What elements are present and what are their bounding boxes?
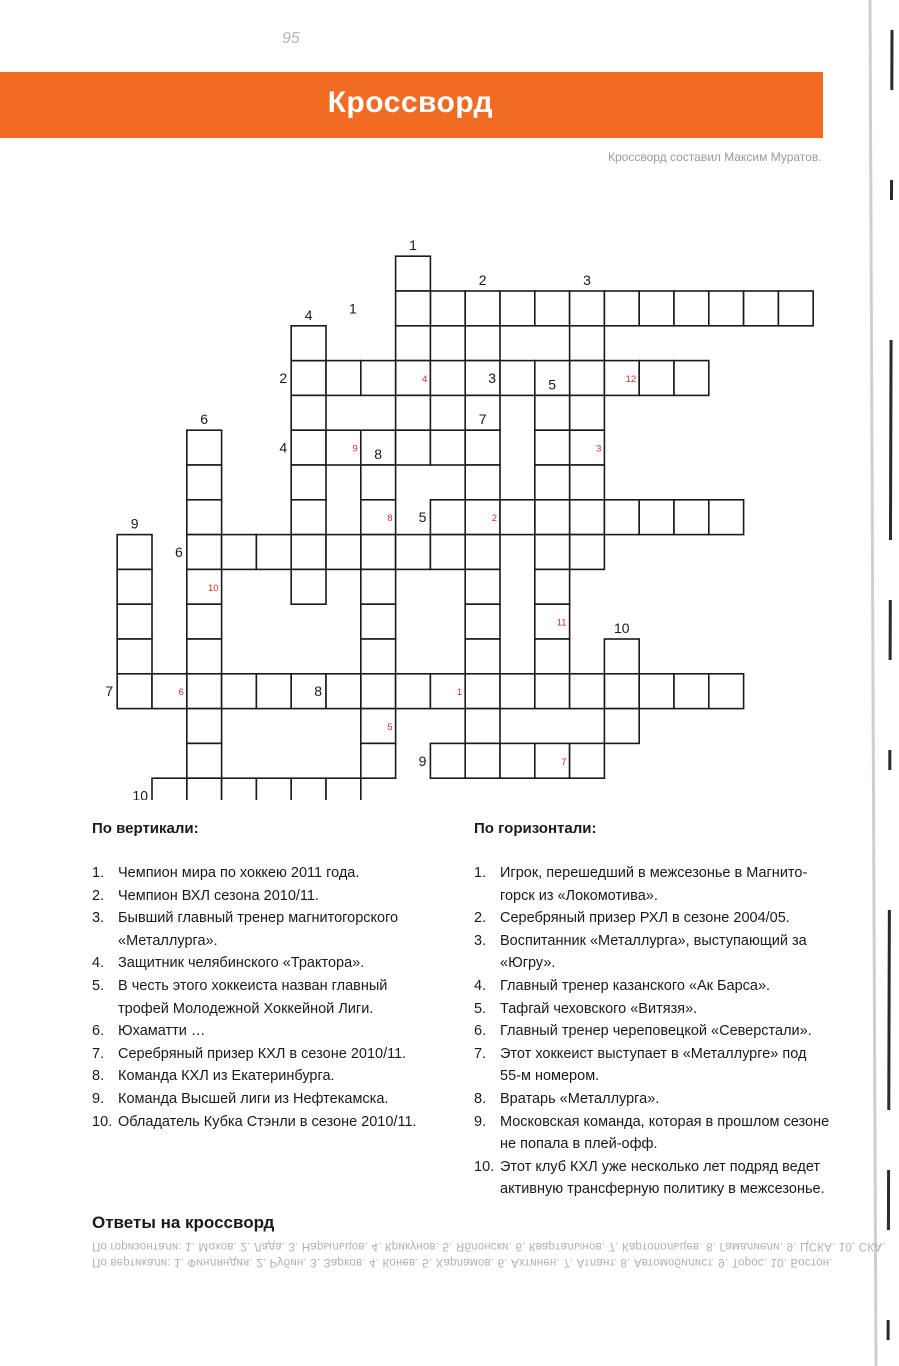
grid-cell[interactable] — [535, 639, 570, 674]
clue-item: 4. Главный тренер казанского «Ак Барса». — [474, 977, 771, 994]
grid-cell[interactable] — [709, 291, 744, 326]
grid-cell[interactable] — [535, 500, 570, 535]
grid-cell[interactable] — [361, 569, 396, 604]
clue-item: 7. Этот хоккеист выступает в «Металлурге» под 55-м номером. — [474, 1045, 807, 1085]
grid-cell[interactable] — [570, 326, 605, 361]
grid-cell[interactable] — [187, 674, 222, 709]
grid-word-number: 6 — [200, 411, 209, 428]
grid-cell[interactable] — [674, 500, 709, 535]
grid-cell[interactable] — [256, 674, 291, 709]
vertical-clues-heading: По вертикали: — [92, 820, 199, 837]
grid-word-number: 3 — [583, 272, 591, 288]
grid-cell[interactable] — [639, 674, 674, 709]
grid-cell[interactable] — [744, 291, 779, 326]
grid-cell[interactable] — [291, 395, 326, 430]
grid-cell[interactable] — [430, 500, 465, 535]
grid-cell[interactable] — [396, 291, 431, 326]
clue-item: 8. Команда КХЛ из Екатеринбурга. — [92, 1068, 335, 1085]
clue-item: 1. Игрок, перешедший в межсезонье в Магнито-горск из «Локомотива». — [474, 865, 808, 904]
grid-cell[interactable] — [465, 569, 500, 604]
grid-cell[interactable] — [256, 778, 291, 800]
grid-cell[interactable] — [604, 291, 639, 326]
keyword-letter-marker: 5 — [387, 722, 393, 733]
clue-item: 3. Бывший главный тренер магнитогорского «Металлурга». — [92, 910, 399, 949]
grid-cell[interactable] — [291, 361, 326, 396]
grid-cell[interactable] — [187, 465, 222, 500]
grid-cell[interactable] — [326, 674, 361, 709]
grid-word-number: 5 — [418, 509, 427, 526]
grid-word-number: 1 — [409, 237, 417, 254]
grid-cell[interactable] — [570, 500, 605, 535]
grid-cell[interactable] — [500, 674, 535, 709]
grid-cell[interactable] — [291, 569, 326, 604]
grid-cell[interactable] — [361, 674, 396, 709]
grid-cell[interactable] — [500, 500, 535, 535]
clue-item: 9. Московская команда, которая в прошлом сезоне не попала в плей-офф. — [474, 1113, 830, 1153]
keyword-letter-marker: 8 — [387, 513, 393, 525]
grid-cell[interactable] — [430, 361, 465, 396]
keyword-letter-marker: 4 — [422, 374, 428, 385]
grid-cell[interactable] — [326, 535, 361, 570]
grid-cell[interactable] — [535, 395, 570, 430]
grid-cell[interactable] — [222, 778, 257, 800]
grid-cell[interactable] — [535, 569, 570, 604]
horizontal-clues-list — [474, 862, 830, 1201]
grid-cell[interactable] — [117, 604, 152, 639]
grid-cell[interactable] — [361, 535, 396, 570]
keyword-letter-marker: 3 — [596, 443, 602, 455]
grid-word-number: 7 — [105, 683, 114, 700]
answers-horizontal: По горизонтали: 1. Мохов. 2. Лада. 3. Нарыльцов. 4. Крикунов. 5. Яблонски. 6. Кваpталынов. 7. Картопольцев. 8. Гамалиели. 9. ЦСКА. 10. СКА. — [92, 1240, 886, 1252]
grid-cell[interactable] — [291, 535, 326, 570]
grid-cell[interactable] — [291, 326, 326, 361]
grid-cell[interactable] — [291, 778, 326, 800]
grid-cell[interactable] — [570, 535, 605, 570]
grid-word-number: 5 — [548, 376, 557, 393]
grid-word-number: 4 — [304, 306, 313, 323]
clue-item: 4. Защитник челябинского «Трактора». — [92, 955, 365, 972]
grid-cell[interactable] — [674, 674, 709, 709]
grid-cell[interactable] — [570, 465, 605, 500]
grid-word-number: 7 — [478, 411, 487, 428]
grid-cell[interactable] — [361, 743, 396, 778]
grid-cell[interactable] — [430, 430, 465, 465]
grid-cell[interactable] — [535, 430, 570, 465]
grid-cell[interactable] — [604, 709, 639, 744]
grid-cell[interactable] — [570, 361, 605, 396]
grid-cell[interactable] — [187, 535, 222, 570]
grid-cell[interactable] — [535, 674, 570, 709]
clue-item: 2. Серебряный призер РХЛ в сезоне 2004/05. — [474, 910, 790, 927]
clue-item: 1. Чемпион мира по хоккею 2011 года. — [92, 865, 360, 881]
grid-cell[interactable] — [396, 535, 431, 570]
grid-cell[interactable] — [465, 535, 500, 570]
grid-cell[interactable] — [396, 674, 431, 709]
horizontal-clues-heading: По горизонтали: — [474, 820, 597, 837]
grid-cell[interactable] — [604, 500, 639, 535]
grid-cell[interactable] — [222, 535, 257, 570]
keyword-letter-marker: 12 — [625, 374, 637, 385]
grid-cell[interactable] — [187, 639, 222, 674]
clue-item: 3. Воспитанник «Металлурга», выступающий за «Югру». — [474, 932, 807, 972]
clue-item: 7. Серебряный призер КХЛ в сезоне 2010/11. — [92, 1045, 407, 1062]
grid-cell[interactable] — [465, 639, 500, 674]
grid-cell[interactable] — [361, 639, 396, 674]
grid-cell[interactable] — [570, 395, 605, 430]
grid-cell[interactable] — [639, 500, 674, 535]
clue-item: 6. Юхаматти … — [92, 1023, 206, 1040]
grid-cell[interactable] — [709, 674, 744, 709]
grid-cell[interactable] — [639, 361, 674, 396]
answers-heading: Ответы на кроссворд — [92, 1213, 275, 1232]
grid-word-number: 4 — [279, 439, 288, 456]
keyword-letter-marker: 7 — [561, 756, 567, 768]
grid-cell[interactable] — [396, 326, 431, 361]
answers-vertical: По вертикали: 1. Финляндия. 2. Рубин. 3. Зарков. 4. Конев. 5. Харламов. 6. Ахтинен. 7. Атлант. 8. Автомобилист. 9. Торос. 10. Бостон. — [92, 1256, 833, 1268]
grid-word-number: 8 — [374, 446, 383, 462]
grid-cell[interactable] — [396, 430, 431, 465]
grid-cell[interactable] — [222, 674, 257, 709]
grid-cell[interactable] — [396, 395, 431, 430]
grid-cell[interactable] — [396, 256, 431, 291]
grid-cell[interactable] — [604, 639, 639, 674]
grid-cell[interactable] — [570, 743, 605, 778]
grid-cell[interactable] — [709, 500, 744, 535]
grid-cell[interactable] — [361, 361, 396, 396]
keyword-letter-marker: 11 — [556, 617, 567, 629]
grid-cell[interactable] — [604, 674, 639, 709]
grid-word-number: 8 — [314, 683, 322, 700]
grid-cell[interactable] — [117, 535, 152, 570]
grid-cell[interactable] — [465, 709, 500, 744]
clue-item: 9. Команда Высшей лиги из Нефтекамска. — [92, 1090, 389, 1107]
keyword-letter-marker: 10 — [208, 582, 219, 594]
page-title: Кроссворд — [327, 86, 493, 119]
grid-cell[interactable] — [430, 535, 465, 570]
grid-cell[interactable] — [117, 569, 152, 604]
clue-item: 6. Главный тренер череповецкой «Северстали». — [474, 1023, 812, 1040]
grid-word-number: 10 — [614, 620, 630, 636]
clue-item: 10. Обладатель Кубка Стэнли в сезоне 2010/11. — [92, 1113, 417, 1130]
grid-cell[interactable] — [465, 674, 500, 709]
grid-cell[interactable] — [778, 291, 813, 326]
vertical-clues-list — [92, 862, 442, 1133]
grid-cell[interactable] — [465, 291, 500, 326]
grid-cell[interactable] — [500, 743, 535, 778]
grid-cell[interactable] — [500, 361, 535, 396]
keyword-letter-marker: 6 — [178, 687, 184, 699]
grid-cell[interactable] — [117, 674, 152, 709]
grid-cell[interactable] — [326, 361, 361, 396]
grid-cell[interactable] — [465, 604, 500, 639]
grid-cell[interactable] — [291, 500, 326, 535]
grid-cell[interactable] — [674, 361, 709, 396]
grid-cell[interactable] — [535, 291, 570, 326]
grid-word-number: 1 — [349, 300, 357, 317]
grid-cell[interactable] — [361, 604, 396, 639]
grid-cell[interactable] — [500, 291, 535, 326]
grid-word-number: 9 — [418, 752, 427, 769]
grid-cell[interactable] — [430, 743, 465, 778]
grid-cell[interactable] — [535, 535, 570, 570]
grid-word-number: 3 — [488, 370, 496, 386]
grid-cell[interactable] — [465, 743, 500, 778]
clue-item: 2. Чемпион ВХЛ сезона 2010/11. — [92, 887, 320, 904]
clue-item: 10. Этот клуб КХЛ уже несколько лет подряд ведет активную трансферную политику в межсезонье. — [474, 1158, 825, 1198]
grid-cell[interactable] — [674, 291, 709, 326]
grid-cell[interactable] — [361, 465, 396, 500]
grid-cell[interactable] — [430, 291, 465, 326]
grid-cell[interactable] — [187, 604, 222, 639]
grid-cell[interactable] — [256, 535, 291, 570]
grid-cell[interactable] — [187, 709, 222, 744]
grid-cell[interactable] — [187, 743, 222, 778]
grid-word-number: 2 — [279, 370, 288, 386]
grid-cell[interactable] — [291, 465, 326, 500]
clue-item: 8. Вратарь «Металлурга». — [474, 1090, 660, 1107]
grid-word-number: 6 — [175, 544, 183, 560]
grid-cell[interactable] — [117, 639, 152, 674]
grid-cell[interactable] — [465, 465, 500, 500]
grid-cell[interactable] — [465, 326, 500, 361]
grid-cell[interactable] — [291, 430, 326, 465]
grid-cell[interactable] — [187, 430, 222, 465]
author-credit: Кроссворд составил Максим Муратов. — [608, 150, 822, 164]
grid-cell[interactable] — [570, 291, 605, 326]
grid-cell[interactable] — [465, 430, 500, 465]
grid-cell[interactable] — [570, 674, 605, 709]
grid-cell[interactable] — [187, 778, 222, 800]
grid-cell[interactable] — [535, 465, 570, 500]
pencil-mark: 95 — [282, 30, 300, 47]
keyword-letter-marker: 1 — [456, 687, 463, 699]
grid-word-number: 10 — [132, 787, 148, 800]
keyword-letter-marker: 9 — [352, 443, 358, 455]
grid-cell[interactable] — [639, 291, 674, 326]
grid-cell[interactable] — [326, 778, 361, 800]
grid-word-number: 9 — [130, 515, 139, 532]
grid-word-number: 2 — [478, 272, 487, 288]
grid-cell[interactable] — [187, 500, 222, 535]
keyword-letter-marker: 2 — [491, 513, 497, 525]
clue-item: 5. Тафгай чеховского «Витязя». — [474, 1000, 698, 1017]
clue-item: 5. В честь этого хоккеиста назван главный трофей Молодежной Хоккейной Лиги. — [92, 977, 388, 1017]
grid-cell[interactable] — [152, 778, 187, 800]
